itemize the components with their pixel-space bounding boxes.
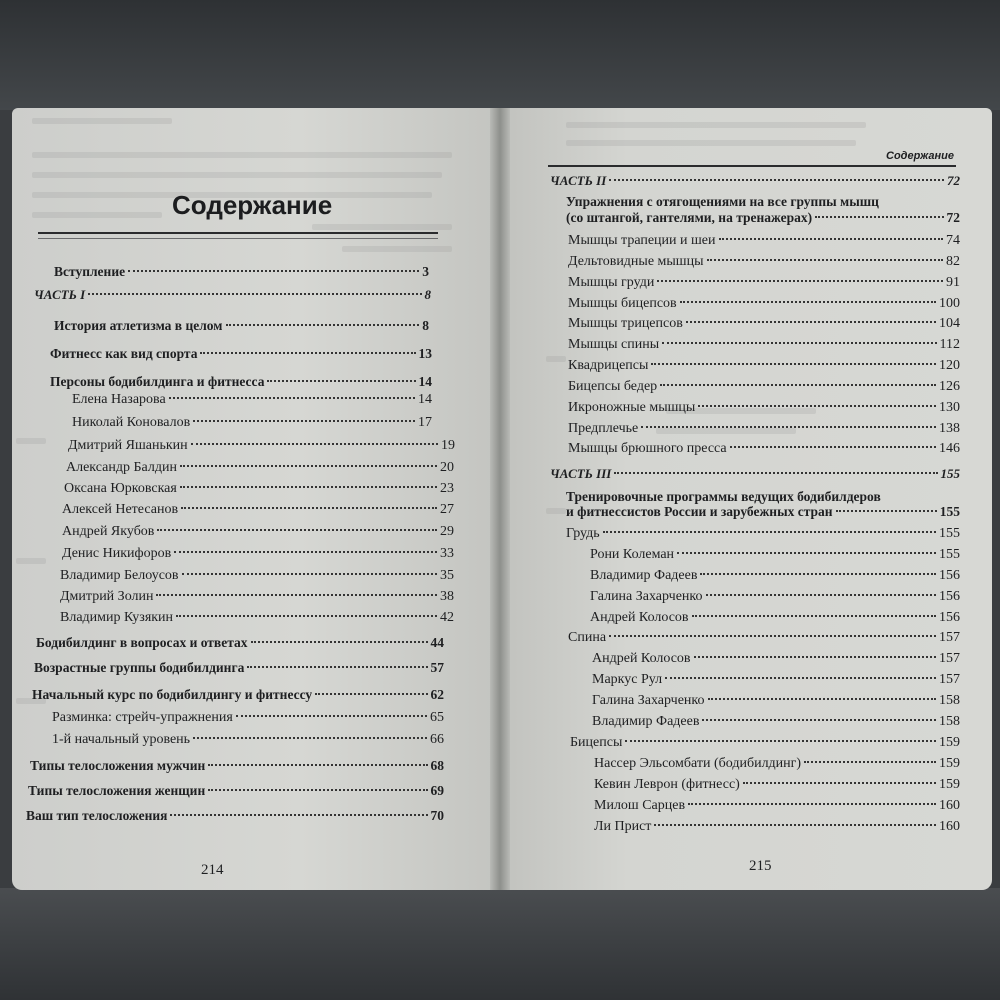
toc-entry: Спина 157: [568, 630, 960, 645]
toc-subentry: Маркус Рул 157: [592, 672, 960, 687]
running-header: Содержание: [886, 150, 954, 162]
toc-entry: Мышцы спины 112: [568, 337, 960, 352]
page-title: Содержание: [172, 190, 333, 220]
toc-entry: Квадрицепсы 120: [568, 358, 960, 373]
toc-subentry: Галина Захарченко 156: [590, 589, 960, 604]
toc-entry: История атлетизма в целом 8: [54, 318, 429, 333]
toc-entry: Бицепсы бедер 126: [568, 379, 960, 394]
toc-subentry: Денис Никифоров 33: [62, 546, 454, 561]
toc-section-heading-cont: и фитнессистов России и зарубежных стран 155: [566, 504, 960, 519]
toc-entry: Предплечье 138: [568, 421, 960, 436]
toc-subentry: Владимир Фадеев 156: [590, 568, 960, 583]
toc-entry: Грудь 155: [566, 526, 960, 541]
toc-entry: Типы телосложения мужчин 68: [30, 758, 444, 773]
title-rule: [38, 232, 438, 234]
toc-part-heading: ЧАСТЬ I 8: [34, 287, 431, 302]
toc-subentry: Дмитрий Золин 38: [60, 589, 454, 604]
toc-section-heading-cont: (со штангой, гантелями, на тренажерах) 72: [566, 210, 960, 225]
book-gutter: [490, 108, 510, 890]
title-rule-thin: [38, 238, 438, 239]
toc-entry: Начальный курс по бодибилдингу и фитнессу 62: [32, 687, 444, 702]
page-number-right: 215: [749, 858, 772, 874]
background-bottom: [0, 888, 1000, 1000]
toc-entry: Бицепсы 159: [570, 735, 960, 750]
toc-subentry: Александр Балдин 20: [66, 460, 454, 475]
toc-subentry: Дмитрий Яшанькин 19: [68, 438, 455, 453]
toc-subentry: Оксана Юрковская 23: [64, 481, 454, 496]
toc-subentry: Владимир Кузякин 42: [60, 610, 454, 625]
toc-part-heading: ЧАСТЬ III 155: [550, 466, 960, 481]
toc-entry: Типы телосложения женщин 69: [28, 783, 444, 798]
toc-entry: Мышцы груди 91: [568, 275, 960, 290]
toc-entry: Мышцы трапеции и шеи 74: [568, 233, 960, 248]
toc-entry: Мышцы брюшного пресса 146: [568, 441, 960, 456]
toc-subentry: Разминка: стрейч-упражнения 65: [52, 710, 444, 725]
toc-part-heading: ЧАСТЬ II 72: [550, 173, 960, 188]
toc-entry: Бодибилдинг в вопросах и ответах 44: [36, 635, 444, 650]
toc-entry: Икроножные мышцы 130: [568, 400, 960, 415]
toc-subentry: Андрей Якубов 29: [62, 524, 454, 539]
toc-subentry: Рони Колеман 155: [590, 547, 960, 562]
toc-section-heading: Упражнения с отягощениями на все группы мышц: [566, 194, 879, 209]
toc-subentry: Николай Коновалов 17: [72, 415, 432, 430]
toc-entry: Возрастные группы бодибилдинга 57: [34, 660, 444, 675]
toc-subentry: Владимир Фадеев 158: [592, 714, 960, 729]
toc-entry: Вступление 3: [54, 264, 429, 279]
toc-section-heading: Тренировочные программы ведущих бодибилдеров: [566, 489, 881, 504]
toc-subentry: Милош Сарцев 160: [594, 798, 960, 813]
toc-subentry: Кевин Леврон (фитнесс) 159: [594, 777, 960, 792]
toc-subentry: 1-й начальный уровень 66: [52, 732, 444, 747]
toc-subentry: Алексей Нетесанов 27: [62, 502, 454, 517]
toc-subentry: Андрей Колосов 156: [590, 610, 960, 625]
toc-entry: Фитнесс как вид спорта 13: [50, 346, 432, 361]
toc-subentry: Нассер Эльсомбати (бодибилдинг) 159: [594, 756, 960, 771]
toc-subentry: Владимир Белоусов 35: [60, 568, 454, 583]
toc-entry: Дельтовидные мышцы 82: [568, 254, 960, 269]
toc-entry: Ваш тип телосложения 70: [26, 808, 444, 823]
background-top: [0, 0, 1000, 110]
toc-entry: Персоны бодибилдинга и фитнесса 14: [50, 374, 432, 389]
toc-subentry: Елена Назарова 14: [72, 392, 432, 407]
toc-subentry: Андрей Колосов 157: [592, 651, 960, 666]
toc-subentry: Ли Прист 160: [594, 819, 960, 834]
toc-entry: Мышцы бицепсов 100: [568, 296, 960, 311]
toc-subentry: Галина Захарченко 158: [592, 693, 960, 708]
toc-entry: Мышцы трицепсов 104: [568, 316, 960, 331]
header-rule: [548, 165, 956, 167]
page-number-left: 214: [201, 862, 224, 878]
